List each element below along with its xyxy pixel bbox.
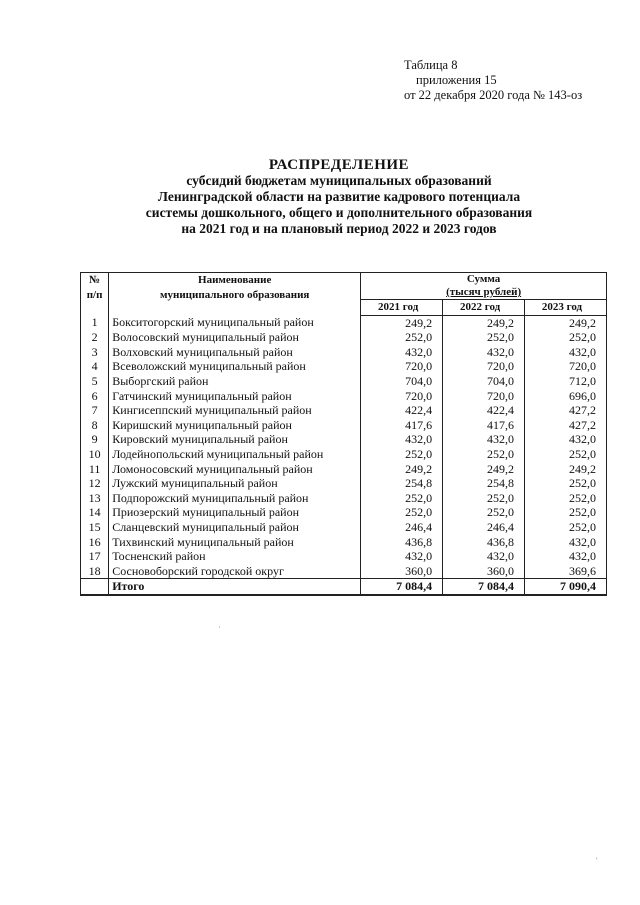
row-value-2021: 432,0 [361, 432, 443, 447]
total-num-cell [81, 579, 109, 595]
row-value-2022: 417,6 [443, 418, 525, 433]
row-value-2021: 417,6 [361, 418, 443, 433]
row-value-2022: 360,0 [443, 564, 525, 579]
table-row [81, 359, 607, 374]
table-body [81, 315, 607, 579]
row-num: 11 [81, 462, 109, 477]
row-num: 10 [81, 447, 109, 462]
num-column-header: № п/п [81, 273, 109, 316]
row-value-2023: 432,0 [525, 535, 607, 550]
subsidy-table [80, 272, 607, 596]
total-2021: 7 084,4 [361, 579, 443, 595]
row-name: Лужский муниципальный район [109, 476, 361, 491]
row-value-2021: 432,0 [361, 549, 443, 564]
row-name: Лодейнопольский муниципальный район [109, 447, 361, 462]
row-value-2023: 427,2 [525, 418, 607, 433]
title-line: на 2021 год и на плановый период 2022 и 2023 годов [181, 221, 497, 236]
row-num: 5 [81, 374, 109, 389]
row-name: Киришский муниципальный район [109, 418, 361, 433]
title-line: системы дошкольного, общего и дополнительного образования [145, 205, 533, 220]
table-row [81, 447, 607, 462]
total-label: Итого [109, 579, 361, 595]
table-row [81, 535, 607, 550]
table-row [81, 330, 607, 345]
reference-line: приложения 15 [416, 73, 497, 87]
row-value-2022: 432,0 [443, 549, 525, 564]
table-row [81, 389, 607, 404]
row-value-2022: 720,0 [443, 389, 525, 404]
row-num: 2 [81, 330, 109, 345]
table-row [81, 345, 607, 360]
table-row [81, 505, 607, 520]
row-value-2022: 252,0 [443, 447, 525, 462]
row-num: 9 [81, 432, 109, 447]
table-reference [404, 58, 582, 103]
table-row [81, 520, 607, 535]
row-num: 4 [81, 359, 109, 374]
row-value-2023: 427,2 [525, 403, 607, 418]
row-value-2023: 252,0 [525, 476, 607, 491]
total-row [81, 579, 607, 595]
row-name: Сланцевский муниципальный район [109, 520, 361, 535]
row-value-2022: 254,8 [443, 476, 525, 491]
row-num: 8 [81, 418, 109, 433]
row-num: 6 [81, 389, 109, 404]
row-value-2023: 249,2 [525, 315, 607, 330]
row-value-2021: 252,0 [361, 491, 443, 506]
row-value-2023: 712,0 [525, 374, 607, 389]
row-num: 1 [81, 315, 109, 330]
row-name: Тихвинский муниципальный район [109, 535, 361, 550]
row-num: 15 [81, 520, 109, 535]
row-value-2021: 704,0 [361, 374, 443, 389]
row-name: Подпорожский муниципальный район [109, 491, 361, 506]
row-value-2023: 432,0 [525, 549, 607, 564]
sum-column-header: Сумма (тысяч рублей) [361, 273, 607, 300]
row-name: Волховский муниципальный район [109, 345, 361, 360]
table-row [81, 549, 607, 564]
row-value-2021: 254,8 [361, 476, 443, 491]
table-row [81, 418, 607, 433]
reference-line: Таблица 8 [404, 58, 458, 72]
row-value-2022: 436,8 [443, 535, 525, 550]
row-value-2021: 432,0 [361, 345, 443, 360]
row-value-2023: 696,0 [525, 389, 607, 404]
table-row [81, 403, 607, 418]
row-value-2022: 252,0 [443, 330, 525, 345]
table-header-row [81, 273, 607, 300]
row-value-2022: 249,2 [443, 462, 525, 477]
scan-mark: ' [596, 856, 598, 866]
row-value-2022: 422,4 [443, 403, 525, 418]
total-2022: 7 084,4 [443, 579, 525, 595]
row-name: Сосновоборский городской округ [109, 564, 361, 579]
row-num: 16 [81, 535, 109, 550]
row-value-2021: 720,0 [361, 389, 443, 404]
row-num: 3 [81, 345, 109, 360]
year-header-2021: 2021 год [361, 300, 443, 316]
row-name: Приозерский муниципальный район [109, 505, 361, 520]
table-row [81, 315, 607, 330]
row-value-2021: 249,2 [361, 462, 443, 477]
row-value-2021: 422,4 [361, 403, 443, 418]
total-2023: 7 090,4 [525, 579, 607, 595]
title-line: РАСПРЕДЕЛЕНИЕ [268, 157, 410, 173]
row-value-2021: 360,0 [361, 564, 443, 579]
row-value-2021: 436,8 [361, 535, 443, 550]
row-value-2021: 252,0 [361, 505, 443, 520]
row-value-2021: 246,4 [361, 520, 443, 535]
row-name: Выборгский район [109, 374, 361, 389]
row-name: Кингисеппский муниципальный район [109, 403, 361, 418]
row-value-2023: 252,0 [525, 447, 607, 462]
row-value-2023: 432,0 [525, 345, 607, 360]
row-value-2022: 249,2 [443, 315, 525, 330]
row-num: 18 [81, 564, 109, 579]
row-name: Всеволожский муниципальный район [109, 359, 361, 374]
table-row [81, 564, 607, 579]
row-value-2022: 432,0 [443, 345, 525, 360]
row-value-2021: 252,0 [361, 330, 443, 345]
row-num: 12 [81, 476, 109, 491]
row-value-2023: 252,0 [525, 520, 607, 535]
row-value-2023: 720,0 [525, 359, 607, 374]
row-value-2023: 252,0 [525, 491, 607, 506]
row-value-2022: 432,0 [443, 432, 525, 447]
row-num: 7 [81, 403, 109, 418]
row-num: 14 [81, 505, 109, 520]
reference-line: от 22 декабря 2020 года № 143-оз [404, 88, 583, 102]
row-value-2022: 246,4 [443, 520, 525, 535]
row-value-2022: 704,0 [443, 374, 525, 389]
row-value-2023: 252,0 [525, 330, 607, 345]
year-header-2022: 2022 год [443, 300, 525, 316]
row-num: 17 [81, 549, 109, 564]
row-value-2021: 720,0 [361, 359, 443, 374]
table-row [81, 462, 607, 477]
row-value-2023: 249,2 [525, 462, 607, 477]
scan-mark: · [218, 622, 221, 632]
row-name: Ломоносовский муниципальный район [109, 462, 361, 477]
title-line: Ленинградской области на развитие кадрового потенциала [157, 189, 521, 204]
title-line: субсидий бюджетам муниципальных образований [186, 173, 492, 188]
name-column-header: Наименование муниципального образования [109, 273, 361, 316]
row-name: Кировский муниципальный район [109, 432, 361, 447]
table-row [81, 476, 607, 491]
row-value-2021: 252,0 [361, 447, 443, 462]
row-value-2022: 720,0 [443, 359, 525, 374]
row-value-2021: 249,2 [361, 315, 443, 330]
row-value-2023: 369,6 [525, 564, 607, 579]
row-name: Тосненский район [109, 549, 361, 564]
row-name: Волосовский муниципальный район [109, 330, 361, 345]
row-value-2022: 252,0 [443, 505, 525, 520]
row-value-2022: 252,0 [443, 491, 525, 506]
row-name: Гатчинский муниципальный район [109, 389, 361, 404]
row-value-2023: 432,0 [525, 432, 607, 447]
document-title [0, 157, 640, 237]
table-row [81, 491, 607, 506]
row-value-2023: 252,0 [525, 505, 607, 520]
table-row [81, 432, 607, 447]
table-row [81, 374, 607, 389]
row-name: Бокситогорский муниципальный район [109, 315, 361, 330]
year-header-2023: 2023 год [525, 300, 607, 316]
row-num: 13 [81, 491, 109, 506]
